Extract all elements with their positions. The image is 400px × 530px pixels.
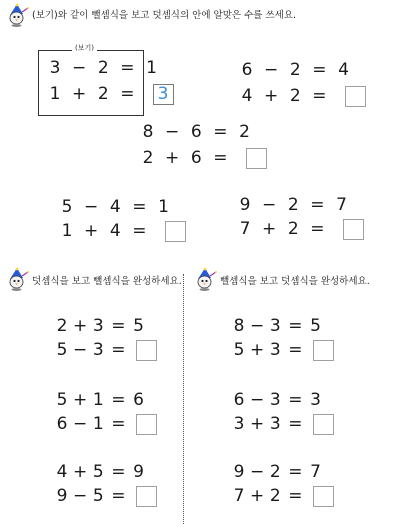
number: 2	[289, 60, 301, 80]
number: 3	[310, 390, 321, 410]
number: 5	[56, 390, 68, 410]
number: 3	[269, 390, 281, 410]
operator: −	[73, 414, 88, 434]
operator: +	[84, 221, 99, 241]
section3-instruction: 뺄셈식을 보고 덧셈식을 완성하세요.	[220, 276, 370, 287]
number: 5	[233, 340, 245, 360]
operator: +	[250, 340, 265, 360]
number: 7	[336, 195, 347, 215]
number: 9	[56, 486, 68, 506]
s2-p1-subtraction	[55, 338, 157, 362]
s3-p1-answer-box[interactable]	[313, 340, 334, 361]
s3-p2-answer-box[interactable]	[313, 414, 334, 435]
s3-p1-addition	[232, 338, 334, 362]
s1-p3-subtraction	[60, 195, 171, 219]
section1-instruction: (보기)와 같이 뺄셈식을 보고 덧셈식의 안에 알맞은 수를 쓰세요.	[32, 10, 297, 21]
s3-p1-subtraction	[232, 314, 323, 338]
s1-p3-answer-box[interactable]	[165, 221, 186, 242]
number: 2	[287, 195, 299, 215]
operator: +	[73, 390, 88, 410]
s2-p1-addition	[55, 314, 146, 338]
number: 4	[109, 221, 121, 241]
operator: −	[73, 486, 88, 506]
number: 2	[269, 486, 281, 506]
operator: −	[84, 197, 99, 217]
operator: −	[264, 60, 279, 80]
number: 4	[241, 86, 253, 106]
s2-p3-subtraction	[55, 484, 157, 508]
example-equation-2	[48, 82, 174, 106]
number: 5	[310, 316, 321, 336]
number: 1	[146, 58, 157, 78]
number: 3	[269, 340, 281, 360]
number: 5	[92, 486, 104, 506]
operator: =	[111, 462, 126, 482]
operator: +	[250, 486, 265, 506]
number: 7	[310, 462, 321, 482]
s1-p1-addition	[240, 84, 366, 108]
number: 7	[233, 486, 245, 506]
number: 4	[109, 197, 121, 217]
number: 5	[56, 340, 68, 360]
number: 9	[133, 462, 144, 482]
operator: +	[73, 462, 88, 482]
number: 3	[269, 316, 281, 336]
number: 8	[233, 316, 245, 336]
operator: −	[72, 58, 87, 78]
operator: =	[111, 390, 126, 410]
number: 5	[92, 462, 104, 482]
s2-p2-subtraction	[55, 412, 157, 436]
number: 2	[287, 219, 299, 239]
number: 1	[61, 221, 73, 241]
operator: =	[111, 340, 126, 360]
number: 1	[49, 84, 61, 104]
number: 2	[56, 316, 68, 336]
number: 1	[158, 197, 169, 217]
operator: =	[213, 122, 228, 142]
s1-p2-answer-box[interactable]	[246, 148, 267, 169]
operator: +	[250, 414, 265, 434]
s1-p4-addition	[238, 217, 364, 241]
s1-p1-answer-box[interactable]	[345, 86, 366, 107]
operator: =	[288, 462, 303, 482]
number: 8	[142, 122, 154, 142]
operator: +	[73, 316, 88, 336]
operator: +	[165, 148, 180, 168]
example-answer: 3	[153, 84, 174, 105]
number: 2	[269, 462, 281, 482]
s1-p3-addition	[60, 219, 186, 243]
operator: =	[132, 197, 147, 217]
s1-p4-subtraction	[238, 193, 349, 217]
mascot-icon	[192, 266, 218, 292]
number: 3	[233, 414, 245, 434]
s2-p3-answer-box[interactable]	[136, 486, 157, 507]
operator: −	[262, 195, 277, 215]
operator: −	[250, 316, 265, 336]
column-divider	[183, 274, 184, 524]
mascot-icon	[4, 2, 30, 28]
operator: =	[120, 84, 135, 104]
s1-p4-answer-box[interactable]	[343, 219, 364, 240]
s1-p1-subtraction	[240, 58, 351, 82]
operator: =	[310, 219, 325, 239]
s2-p2-answer-box[interactable]	[136, 414, 157, 435]
number: 4	[56, 462, 68, 482]
s3-p3-addition	[232, 484, 334, 508]
s3-p2-addition	[232, 412, 334, 436]
number: 6	[133, 390, 144, 410]
operator: =	[111, 486, 126, 506]
operator: =	[120, 58, 135, 78]
s2-p2-addition	[55, 388, 146, 412]
operator: =	[132, 221, 147, 241]
number: 5	[61, 197, 73, 217]
operator: −	[250, 462, 265, 482]
s1-p2-subtraction	[141, 120, 252, 144]
operator: −	[73, 340, 88, 360]
operator: =	[111, 414, 126, 434]
number: 4	[338, 60, 349, 80]
s1-p2-addition	[141, 146, 267, 170]
example-label: (보기)	[72, 43, 97, 53]
operator: =	[288, 316, 303, 336]
s2-p1-answer-box[interactable]	[136, 340, 157, 361]
s3-p3-subtraction	[232, 460, 323, 484]
operator: =	[312, 86, 327, 106]
number: 2	[142, 148, 154, 168]
number: 6	[241, 60, 253, 80]
operator: =	[288, 340, 303, 360]
operator: =	[111, 316, 126, 336]
operator: +	[262, 219, 277, 239]
number: 3	[92, 340, 104, 360]
s3-p3-answer-box[interactable]	[313, 486, 334, 507]
number: 3	[269, 414, 281, 434]
example-equation-1	[48, 56, 159, 80]
number: 2	[289, 86, 301, 106]
operator: −	[165, 122, 180, 142]
number: 1	[92, 390, 104, 410]
number: 6	[190, 148, 202, 168]
number: 3	[49, 58, 61, 78]
operator: −	[250, 390, 265, 410]
operator: =	[213, 148, 228, 168]
number: 6	[56, 414, 68, 434]
number: 5	[133, 316, 144, 336]
number: 2	[97, 58, 109, 78]
number: 2	[239, 122, 250, 142]
operator: =	[288, 390, 303, 410]
operator: +	[264, 86, 279, 106]
number: 9	[239, 195, 251, 215]
operator: =	[312, 60, 327, 80]
operator: =	[310, 195, 325, 215]
s2-p3-addition	[55, 460, 146, 484]
section2-instruction: 덧셈식을 보고 뺄셈식을 완성하세요.	[32, 276, 182, 287]
mascot-icon	[4, 266, 30, 292]
number: 9	[233, 462, 245, 482]
number: 6	[190, 122, 202, 142]
operator: =	[288, 486, 303, 506]
number: 3	[92, 316, 104, 336]
number: 7	[239, 219, 251, 239]
number: 6	[233, 390, 245, 410]
number: 1	[92, 414, 104, 434]
operator: +	[72, 84, 87, 104]
s3-p2-subtraction	[232, 388, 323, 412]
number: 2	[97, 84, 109, 104]
operator: =	[288, 414, 303, 434]
